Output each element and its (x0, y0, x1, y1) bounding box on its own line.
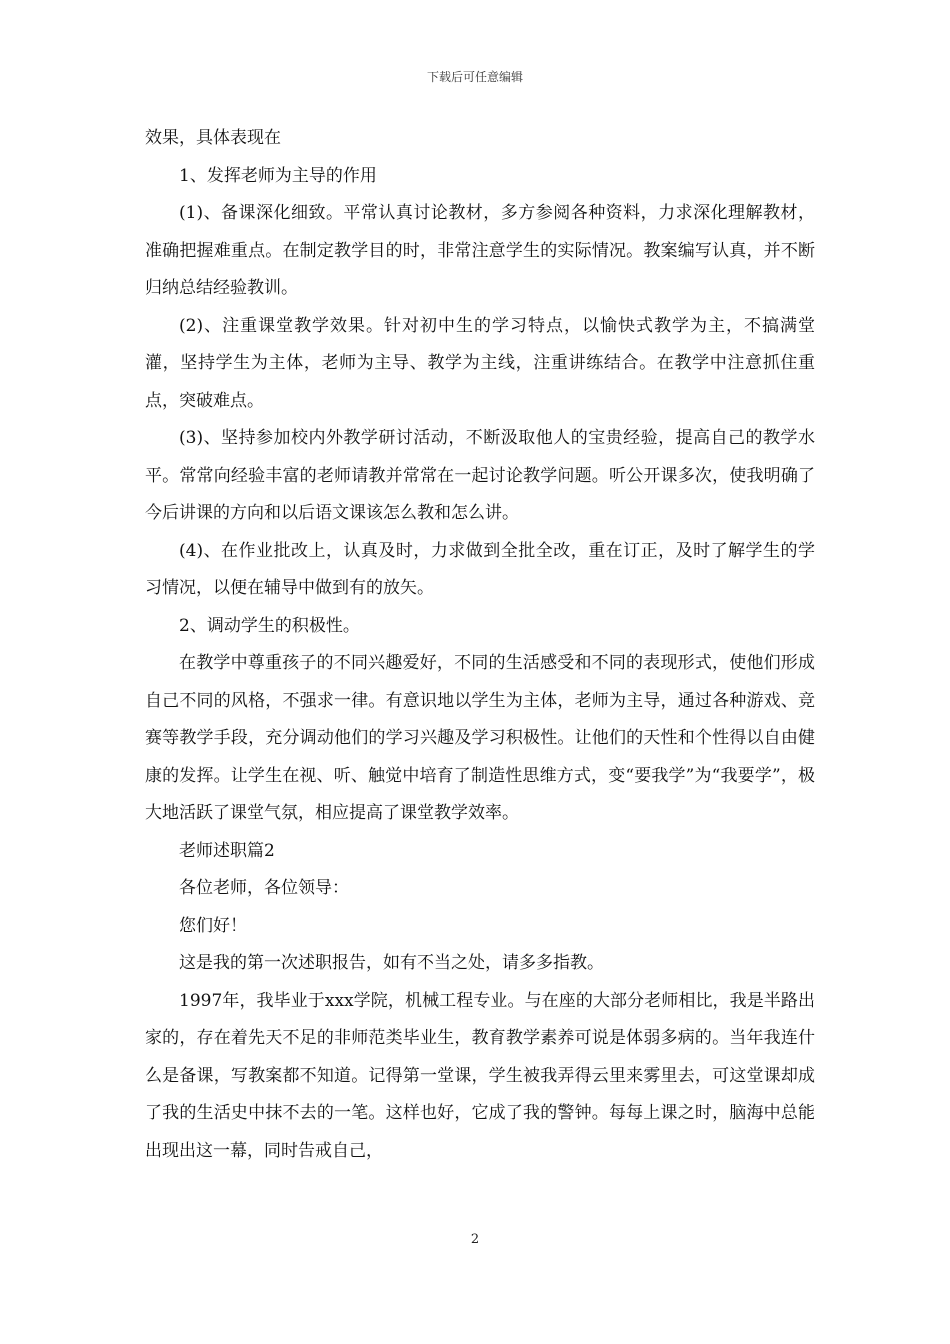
section-heading: 1、发挥老师为主导的作用 (179, 165, 377, 186)
page-header: 下载后可任意编辑 (426, 70, 523, 84)
document-body (145, 120, 815, 1170)
greeting: 您们好！ (179, 915, 247, 936)
paragraph: (2)、注重课堂教学效果。针对初中生的学习特点，以愉快式教学为主，不搞满堂灌，坚持学生为主体，老师为主导、教学为主线，注重讲练结合。在教学中注意抓住重点，突破难点。 (145, 315, 815, 411)
paragraph: (4)、在作业批改上，认真及时，力求做到全批全改，重在订正，及时了解学生的学习情况，以便在辅导中做到有的放矢。 (145, 540, 815, 598)
salutation: 各位老师，各位领导： (179, 878, 349, 898)
article-title: 老师述职篇2 (179, 840, 275, 861)
paragraph: 效果，具体表现在 (145, 128, 281, 148)
paragraph: (1)、备课深化细致。平常认真讨论教材，多方参阅各种资料，力求深化理解教材，准确把握难重点。在制定教学目的时，非常注意学生的实际情况。教案编写认真，并不断归纳总结经验教训。 (145, 203, 815, 298)
paragraph: 这是我的第一次述职报告，如有不当之处，请多多指教。 (179, 953, 604, 973)
paragraph: (3)、坚持参加校内外教学研讨活动，不断汲取他人的宝贵经验，提高自己的教学水平。常常向经验丰富的老师请教并常常在一起讨论教学问题。听公开课多次，使我明确了今后讲课的方向和以后语文课该怎么教和怎么讲。 (145, 428, 815, 523)
section-heading: 2、调动学生的积极性。 (179, 615, 360, 636)
paragraph: 在教学中尊重孩子的不同兴趣爱好，不同的生活感受和不同的表现形式，使他们形成自己不同的风格，不强求一律。有意识地以学生为主体，老师为主导，通过各种游戏、竞赛等教学手段，充分调动他们的学习兴趣及学习积极性。让他们的天性和个性得以自由健康的发挥。让学生在视、听、触觉中培育了制造性思维方式，变“要我学”为“我要学”，极大地活跃了课堂气氛，相应提高了课堂教学效率。 (145, 653, 815, 823)
page-number: 2 (470, 1232, 480, 1247)
paragraph: 1997年，我毕业于xxx学院，机械工程专业。与在座的大部分老师相比，我是半路出家的，存在着先天不足的非师范类毕业生，教育教学素养可说是体弱多病的。当年我连什么是备课，写教案都不知道。记得第一堂课，学生被我弄得云里来雾里去，可这堂课却成了我的生活史中抹不去的一笔。这样也好，它成了我的警钟。每每上课之时，脑海中总能出现出这一幕，同时告戒自己， (145, 990, 815, 1161)
